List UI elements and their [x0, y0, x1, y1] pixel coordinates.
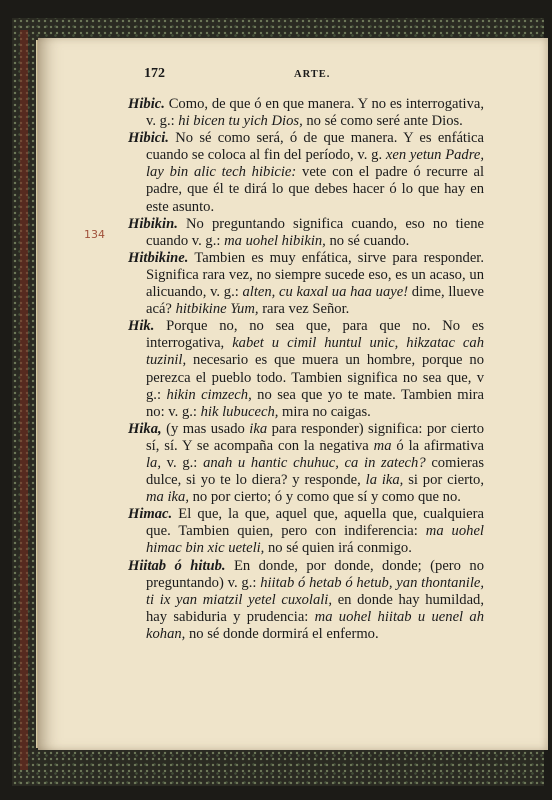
binding-edge [20, 30, 28, 770]
running-title: ARTE. [294, 69, 331, 80]
dictionary-entry [128, 318, 484, 421]
definition-text: para responder) significa: por cierto sí, sí. Y se acompaña con la negativa [146, 420, 484, 454]
maya-example: kabet u cimil huntul unic, hikzatac cah tuzinil, [146, 335, 484, 369]
definition-text: comieras dulce, si yo te lo diera? y responde, [146, 454, 484, 489]
maya-example: alten, cu kaxal ua haa uaye! [242, 284, 409, 301]
definition-text: mira no caigas. [278, 403, 371, 420]
maya-example: xen yetun Padre, lay bin alic tech hibicie: [146, 147, 484, 181]
maya-example: hi bicen tu yich Dios, [178, 113, 303, 130]
dictionary-entry [128, 130, 484, 215]
maya-example: ika [249, 420, 268, 437]
entry-term: Hibic. [128, 96, 165, 112]
definition-text: Como, de que ó en que manera. Y no es interrogativa, v. g.: [146, 96, 484, 130]
definition-text: ó la afirmativa [391, 437, 484, 454]
maya-example: hik lubucech, [200, 403, 279, 420]
definition-text: No preguntando significa cuando, eso no tiene cuando v. g.: [146, 215, 484, 249]
definition-text: Porque no, no sea que, para que no. No es interrogativa, [146, 318, 484, 352]
definition-text: vete con el padre ó recurre al padre, que él te dirá lo que debes hacer ó lo que hay en este asunto. [146, 164, 484, 215]
entry-term: Hitbikine. [128, 249, 189, 266]
maya-example: ma uohel himac bin xic ueteli, [146, 523, 484, 557]
maya-example: hiitab ó hetab ó hetub, yan thontanile, ti ix yan miatzil yetel cuxolali, [146, 574, 484, 608]
dictionary-entry [128, 250, 484, 318]
margin-annotation: 134 [84, 228, 105, 241]
maya-example: ma uohel hiitab u uenel ah kohan, [146, 608, 484, 642]
definition-text: en donde hay humildad, hay sabiduria y prudencia: [146, 591, 484, 625]
page-number: 172 [144, 66, 165, 81]
definition-text: no por cierto; ó y como que sí y como que no. [188, 489, 461, 506]
definition-text: (y mas usado [161, 420, 250, 437]
maya-example: la, [146, 454, 161, 471]
entry-term: Hiitab ó hitub. [128, 557, 226, 574]
definition-text: Tambien es muy enfática, sirve para responder. Significa rara vez, no siempre sucede eso, es un acaso, un alicuando, v. g.: [146, 249, 484, 301]
definition-text: v. g.: [161, 454, 204, 471]
maya-example: ma [373, 437, 392, 454]
definition-text: rara vez Señor. [258, 301, 350, 318]
dictionary-entries [128, 96, 484, 643]
definition-text: no sé como seré ante Dios. [302, 113, 463, 130]
maya-example: la ika, [365, 472, 404, 489]
maya-example: ma ika, [146, 489, 189, 506]
dictionary-entry [128, 96, 484, 130]
dictionary-entry [128, 558, 484, 643]
maya-example: hikin cimzech, [166, 386, 252, 403]
page-header [108, 64, 468, 86]
definition-text: no sé cuando. [325, 232, 410, 249]
entry-term: Hika, [128, 420, 162, 437]
entry-term: Hibikin. [128, 215, 178, 232]
entry-term: Hik. [128, 318, 155, 335]
dictionary-entry [128, 421, 484, 506]
definition-text: no sé donde dormirá el enfermo. [185, 625, 379, 642]
definition-text: En donde, por donde, donde; (pero no preguntando) v. g.: [146, 557, 484, 591]
entry-term: Himac. [128, 506, 173, 523]
dictionary-entry [128, 216, 484, 250]
maya-example: hitbikine Yum, [175, 301, 259, 318]
maya-example: anah u hantic chuhuc, ca in zatech? [203, 454, 426, 471]
dictionary-entry [128, 506, 484, 557]
definition-text: no sé quien irá conmigo. [264, 540, 412, 557]
definition-text: necesario es que muera un hombre, porque no perezca el pueblo todo. Tambien significa no sea que, v g.: [146, 352, 484, 403]
definition-text: si por cierto, [403, 472, 484, 489]
entry-term: Hibici. [128, 130, 169, 147]
maya-example: ma uohel hibikin, [224, 232, 326, 249]
definition-text: El que, la que, aquel que, aquella que, cualquiera que. Tambien quien, pero con indiferencia: [146, 506, 484, 540]
definition-text: No sé como será, ó de que manera. Y es enfática cuando se coloca al fin del período, v. g. [146, 130, 484, 164]
definition-text: no sea que yo te mate. Tambien mira no: v. g.: [146, 386, 485, 420]
definition-text: dime, llueve acá? [146, 284, 484, 318]
